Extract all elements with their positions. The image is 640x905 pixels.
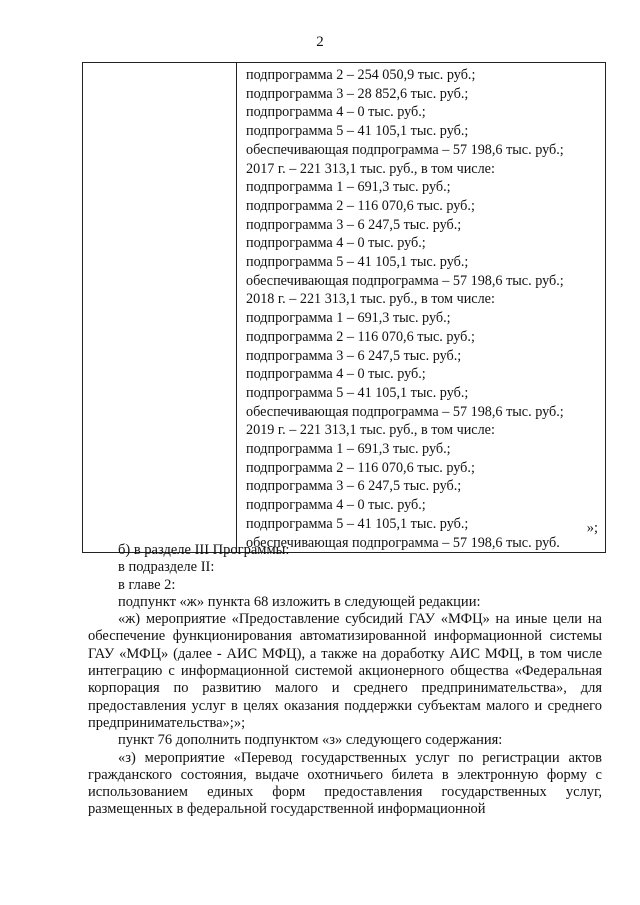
funding-line: обеспечивающая подпрограмма – 57 198,6 тыс. руб. [246, 534, 560, 551]
funding-line: 2017 г. – 221 313,1 тыс. руб., в том числе: [246, 160, 495, 177]
funding-line: обеспечивающая подпрограмма – 57 198,6 тыс. руб.; [246, 403, 564, 420]
funding-line: обеспечивающая подпрограмма – 57 198,6 тыс. руб.; [246, 141, 564, 158]
funding-line: подпрограмма 4 – 0 тыс. руб.; [246, 235, 426, 252]
funding-line: подпрограмма 3 – 6 247,5 тыс. руб.; [246, 478, 462, 495]
paragraph: б) в разделе III Программы: [118, 542, 290, 558]
table-cell-label [83, 63, 237, 553]
funding-line: подпрограмма 1 – 691,3 тыс. руб.; [246, 310, 451, 327]
funding-line: подпрограмма 2 – 254 050,9 тыс. руб.; [246, 67, 476, 83]
funding-list [243, 63, 605, 552]
paragraph: подпункт «ж» пункта 68 изложить в следующей редакции: [118, 593, 481, 610]
funding-line: обеспечивающая подпрограмма – 57 198,6 тыс. руб.; [246, 272, 564, 289]
funding-line: 2018 г. – 221 313,1 тыс. руб., в том числе: [246, 291, 495, 308]
paragraph: в подразделе II: [118, 559, 215, 576]
funding-line: подпрограмма 5 – 41 105,1 тыс. руб.; [246, 515, 469, 532]
funding-line: подпрограмма 2 – 116 070,6 тыс. руб.; [246, 197, 475, 214]
funding-line: подпрограмма 1 – 691,3 тыс. руб.; [246, 441, 451, 458]
funding-line: подпрограмма 1 – 691,3 тыс. руб.; [246, 179, 451, 196]
funding-line: подпрограмма 5 – 41 105,1 тыс. руб.; [246, 123, 469, 140]
closing-quote: »; [586, 520, 598, 536]
funding-line: подпрограмма 3 – 6 247,5 тыс. руб.; [246, 216, 462, 233]
paragraph: «з) мероприятие «Перевод государственных услуг по регистрации актов гражданского состояния, выдаче охотничьего билета в электронную форму с использованием единых форм предоставления государственных услуг, размещенных в федеральной государственной информационной [88, 749, 602, 818]
funding-line: подпрограмма 4 – 0 тыс. руб.; [246, 366, 426, 383]
paragraph: в главе 2: [118, 576, 176, 593]
body-text [88, 542, 602, 819]
funding-line: подпрограмма 5 – 41 105,1 тыс. руб.; [246, 254, 469, 271]
funding-line: подпрограмма 3 – 6 247,5 тыс. руб.; [246, 347, 462, 364]
funding-line: подпрограмма 4 – 0 тыс. руб.; [246, 497, 426, 514]
table-cell-value [237, 63, 606, 553]
paragraph: пункт 76 дополнить подпунктом «з» следующего содержания: [118, 732, 503, 749]
page-number: 2 [316, 34, 324, 50]
funding-line: подпрограмма 5 – 41 105,1 тыс. руб.; [246, 384, 469, 401]
funding-line: подпрограмма 4 – 0 тыс. руб.; [246, 104, 426, 121]
table-row [83, 63, 606, 553]
funding-line: подпрограмма 3 – 28 852,6 тыс. руб.; [246, 85, 469, 102]
paragraph: «ж) мероприятие «Предоставление субсидий ГАУ «МФЦ» на иные цели на обеспечение функционирования автоматизированной информационной системы ГАУ «МФЦ» (далее - АИС МФЦ), а также на доработку АИС МФЦ, в том числе интеграцию с информационной системой акционерного общества «Федеральная корпорация по развитию малого и среднего предпринимательства», для предоставления услуг в целях оказания поддержки субъектам малого и среднего предпринимательства»;»; [88, 611, 602, 731]
funding-line: 2019 г. – 221 313,1 тыс. руб., в том числе: [246, 422, 495, 439]
funding-line: подпрограмма 2 – 116 070,6 тыс. руб.; [246, 328, 475, 345]
funding-line: подпрограмма 2 – 116 070,6 тыс. руб.; [246, 459, 475, 476]
financing-table [82, 62, 606, 553]
